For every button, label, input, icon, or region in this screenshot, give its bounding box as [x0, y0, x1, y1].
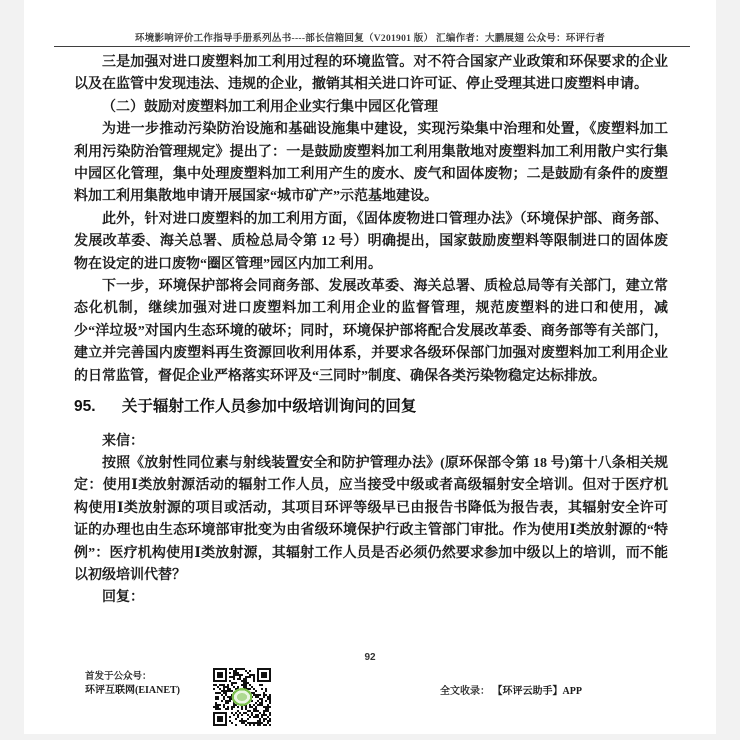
footer-right [440, 682, 582, 697]
header-rule [54, 46, 690, 47]
section-number: 95. [74, 398, 96, 416]
reply-label: 回复： [102, 590, 144, 606]
letter-body: 按照《放射性同位素与射线装置安全和防护管理办法》(原环保部令第 18 号)第十八条相关规定：使用Ⅰ类放射源活动的辐射工作人员，应当接受中级或者高级辐射安全培训。但对于医疗机构使用Ⅰ类放射源的项目或活动，其项目环评等级早已由报告书降低为报告表，其辐射安全许可证的办理也由生态环境部审批变为由省级环境保护行政主管部门审批。作为使用Ⅰ类放射源的“特例”：医疗机构使用Ⅰ类放射源，其辐射工作人员是否必须仍然要求参加中级以上的培训，而不能以初级培训代替？ [74, 455, 668, 583]
footer-right-label: 全文收录： [440, 686, 490, 697]
document-body [74, 52, 668, 610]
running-header: 环境影响评价工作指导手册系列丛书----部长信箱回复（V201901 版） 汇编作者：大鹏展翅 公众号：环评行者 [134, 34, 606, 44]
paragraph: 下一步，环境保护部将会同商务部、发展改革委、海关总署、质检总局等有关部门，建立常态化机制，继续加强对进口废塑料加工利用企业的监督管理，规范废塑料的进口和使用，减少“洋垃圾”对国内生态环境的破坏；同时，环境保护部将配合发展改革委、商务部等有关部门，建立并完善国内废塑料再生资源回收利用体系，并要求各级环保部门加强对废塑料加工利用企业的日常监管，督促企业严格落实环评及“三同时”制度、确保各类污染物稳定达标排放。 [74, 279, 668, 384]
page-number: 92 [364, 652, 376, 663]
footer-right-value: 【环评云助手】APP [492, 686, 582, 697]
section-title: 关于辐射工作人员参加中级培训询问的回复 [121, 398, 417, 416]
letter-label: 来信： [102, 433, 144, 449]
footer-left-line2: 环评互联网(EIANET) [85, 685, 181, 696]
sub-heading: （二）鼓励对废塑料加工利用企业实行集中园区化管理 [102, 99, 438, 115]
footer-left-line1: 首发于公众号： [85, 672, 152, 682]
document-page [24, 0, 716, 734]
paragraph: 为进一步推动污染防治设施和基础设施集中建设，实现污染集中治理和处置，《废塑料加工利用污染防治管理规定》提出了：一是鼓励废塑料加工利用集散地对废塑料加工利用散户实行集中园区化管理，集中处理废塑料加工利用产生的废水、废气和固体废物；二是鼓励有条件的废塑料加工利用集散地申请开展国家“城市矿产”示范基地建设。 [74, 122, 668, 205]
section-heading [74, 396, 668, 418]
paragraph: 此外，针对进口废塑料的加工利用方面，《固体废物进口管理办法》（环境保护部、商务部、发展改革委、海关总署、质检总局令第 12 号）明确提出，国家鼓励废塑料等限制进口的固体废物在设定的进口废物“圈区管理”园区内加工利用。 [74, 211, 668, 272]
qr-code-icon [213, 666, 271, 728]
paragraph: 三是加强对进口废塑料加工利用过程的环境监管。对不符合国家产业政策和环保要求的企业以及在监管中发现违法、违规的企业，撤销其相关进口许可证、停止受理其进口废塑料申请。 [74, 55, 668, 93]
footer-left [85, 671, 180, 697]
